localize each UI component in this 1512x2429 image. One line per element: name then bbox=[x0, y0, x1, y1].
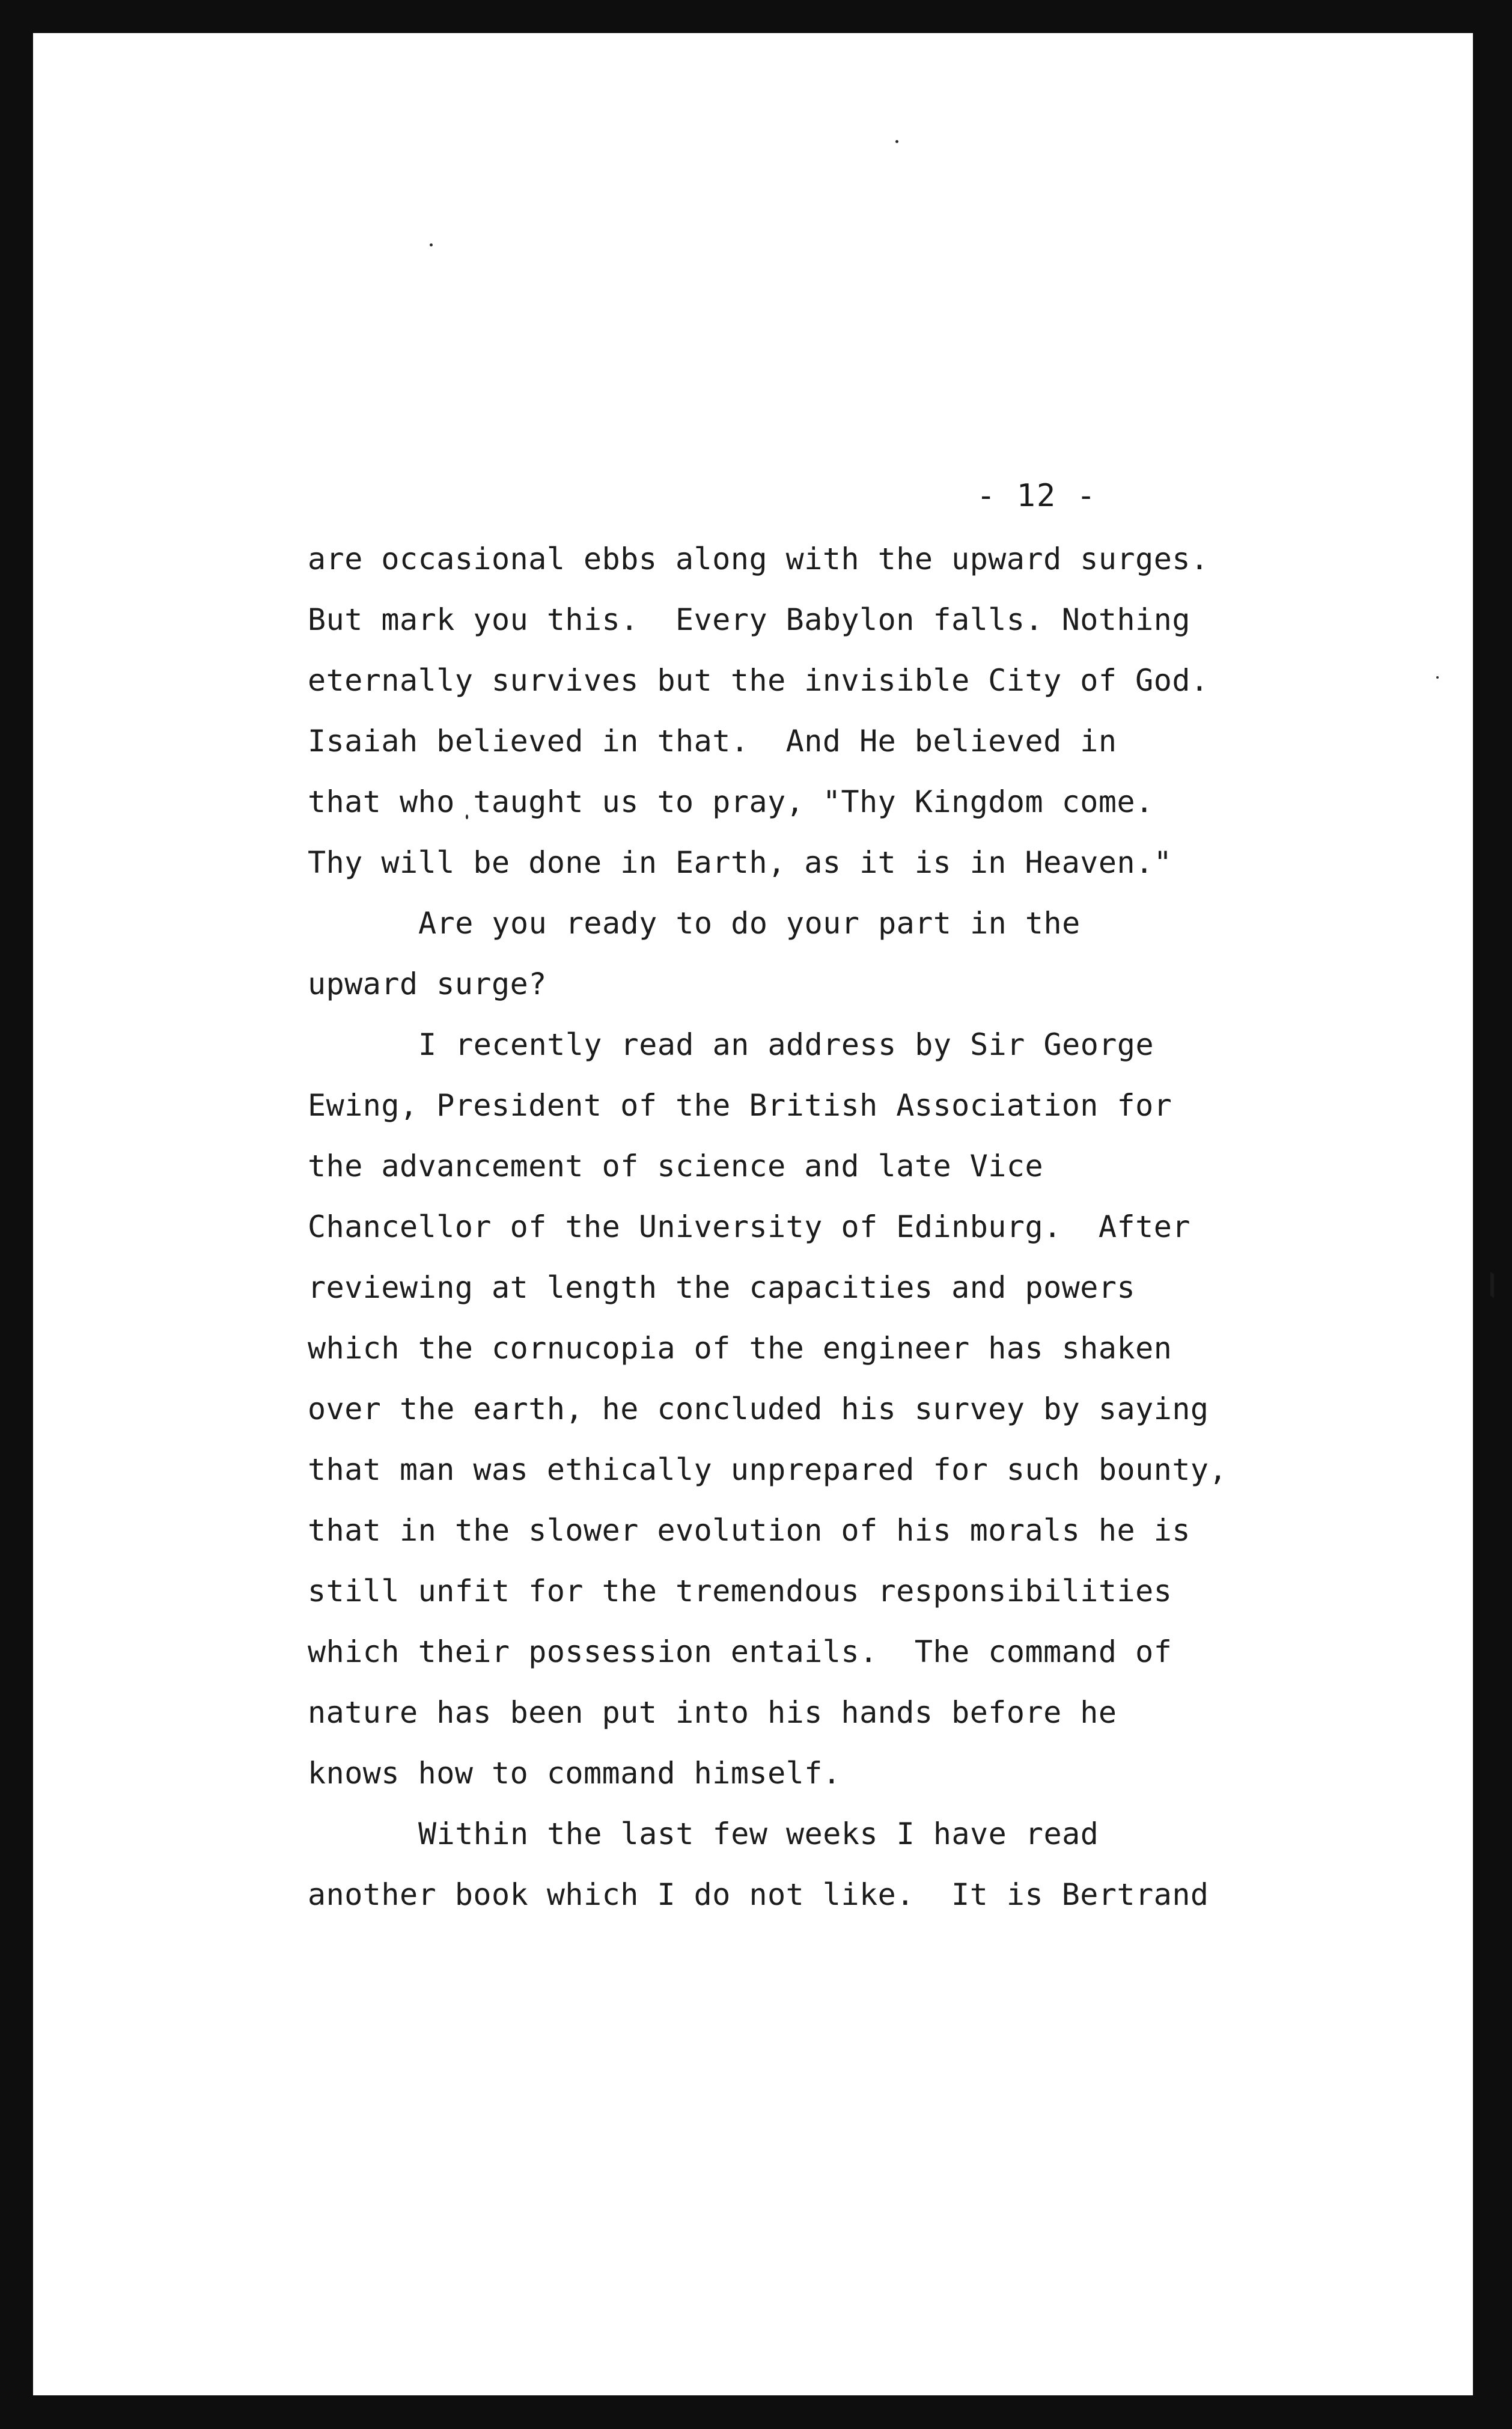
text-line: which the cornucopia of the engineer has shaken bbox=[308, 1331, 1172, 1366]
text-line: another book which I do not like. It is Bertrand bbox=[308, 1877, 1209, 1912]
paragraph-start-line: Are you ready to do your part in the bbox=[418, 906, 1081, 941]
ink-speck bbox=[430, 243, 433, 246]
text-line: that who taught us to pray, "Thy Kingdom come. bbox=[308, 784, 1154, 819]
text-line: Chancellor of the University of Edinburg. After bbox=[308, 1209, 1190, 1244]
text-line: that man was ethically unprepared for such bounty, bbox=[308, 1452, 1228, 1487]
text-line: are occasional ebbs along with the upward surges. bbox=[308, 542, 1209, 576]
text-line: Ewing, President of the British Association for bbox=[308, 1088, 1172, 1123]
paragraph-start-line: Within the last few weeks I have read bbox=[418, 1816, 1099, 1851]
text-line: reviewing at length the capacities and powers bbox=[308, 1270, 1136, 1305]
text-line: over the earth, he concluded his survey by saying bbox=[308, 1392, 1209, 1426]
text-line: nature has been put into his hands before he bbox=[308, 1695, 1117, 1730]
page-number: - 12 - bbox=[977, 478, 1097, 514]
text-line: which their possession entails. The command of bbox=[308, 1634, 1172, 1669]
text-line: Isaiah believed in that. And He believed in bbox=[308, 724, 1117, 759]
body-text bbox=[308, 529, 1233, 1925]
ink-speck bbox=[895, 140, 898, 143]
text-line: the advancement of science and late Vice bbox=[308, 1149, 1044, 1184]
text-line: knows how to command himself. bbox=[308, 1756, 841, 1791]
paragraph-start-line: I recently read an address by Sir George bbox=[418, 1027, 1154, 1062]
text-line: Thy will be done in Earth, as it is in Heaven." bbox=[308, 845, 1172, 880]
text-line: But mark you this. Every Babylon falls. Nothing bbox=[308, 602, 1190, 637]
text-line: eternally survives but the invisible City of God. bbox=[308, 663, 1209, 698]
text-line: still unfit for the tremendous responsibilities bbox=[308, 1574, 1172, 1609]
ink-speck bbox=[1436, 676, 1439, 679]
text-line: that in the slower evolution of his morals he is bbox=[308, 1513, 1190, 1548]
text-line: upward surge? bbox=[308, 967, 547, 1001]
